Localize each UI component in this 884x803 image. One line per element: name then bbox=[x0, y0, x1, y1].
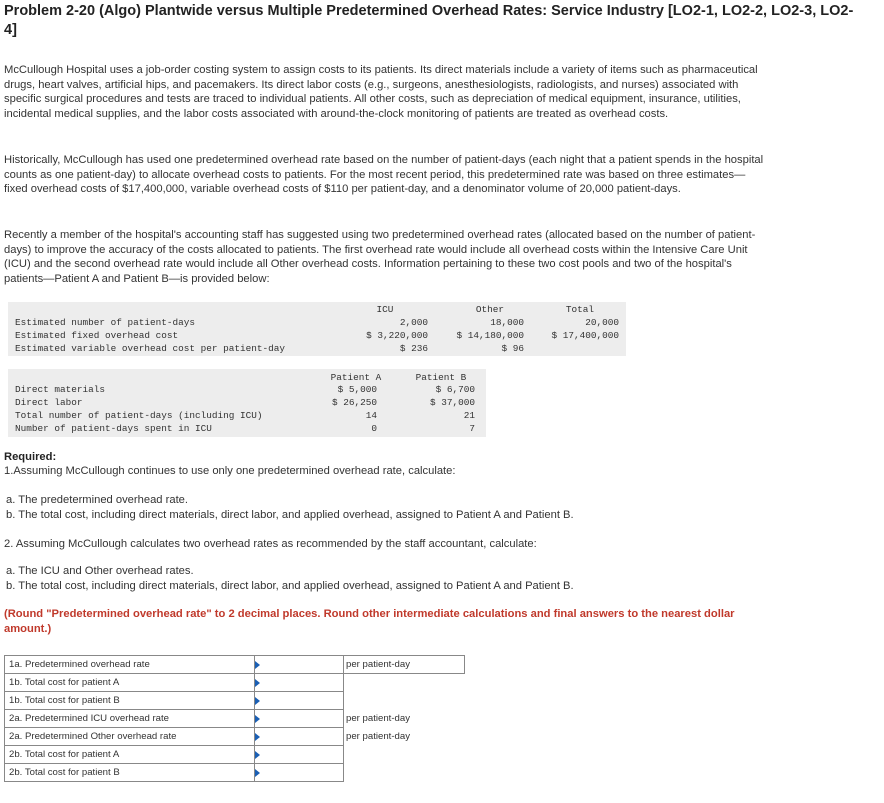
patient-a-direct-labor: $ 26,250 bbox=[331, 397, 377, 408]
recent-paragraph: Recently a member of the hospital's accounting staff has suggested using two predetermined overhead rates (allocated based on the number of patient-days) to improve the accuracy of the costs allocated to patients. The first overhead rate would include all overhead costs within the Intensive Care Unit (ICU) and the second overhead rate would include all Other overhead costs. Information pertaining to these two cost pools and two of the hospital's patients—Patient A and Patient B—is provided below: bbox=[4, 229, 756, 285]
patient-b-icu-days: 7 bbox=[469, 423, 475, 434]
icu-patient-days: 2,000 bbox=[399, 317, 428, 328]
answer-unit: per patient-day bbox=[346, 713, 410, 724]
answer-input-1b-patient-b[interactable] bbox=[255, 693, 343, 708]
col-header-other: Other bbox=[475, 304, 505, 315]
requirement-2: 2. Assuming McCullough calculates two overhead rates as recommended by the staff accountant, calculate: bbox=[4, 538, 537, 550]
col-header-total: Total bbox=[565, 304, 595, 315]
answer-cell bbox=[255, 746, 344, 764]
row-label-variable-overhead: Estimated variable overhead cost per patient-day bbox=[15, 343, 286, 354]
answer-input-2b-patient-b[interactable] bbox=[255, 765, 343, 780]
rounding-instructions: (Round "Predetermined overhead rate" to 2 decimal places. Round other intermediate calculations and final answers to the nearest dollar amount.) bbox=[4, 608, 735, 635]
answer-input-2a-icu-rate[interactable] bbox=[255, 711, 343, 726]
icu-variable-overhead: $ 236 bbox=[399, 343, 428, 354]
col-header-icu: ICU bbox=[376, 304, 394, 315]
answer-row bbox=[5, 674, 465, 692]
other-fixed-overhead: $ 14,180,000 bbox=[456, 330, 524, 341]
patient-b-total-days: 21 bbox=[463, 410, 475, 421]
answer-label: 2b. Total cost for patient A bbox=[5, 746, 255, 764]
other-variable-overhead: $ 96 bbox=[501, 343, 524, 354]
problem-title: Problem 2-20 (Algo) Plantwide versus Multiple Predetermined Overhead Rates: Service Industry [LO2-1, LO2-2, LO2-3, LO2-4] bbox=[4, 3, 854, 38]
intro-paragraph: McCullough Hospital uses a job-order costing system to assign costs to its patients. Its direct materials include a variety of items such as pharmaceutical drugs, heart valves, artificial hips, and pacemakers. Its direct labor costs (e.g., surgeons, anesthesiologists, radiologists, and nurses) associated with specific surgical procedures and tests are traced to individual patients. All other costs, such as depreciation of medical equipment, insurance, utilities, incidental medical supplies, and the labor costs associated with around-the-clock monitoring of patients are treated as overhead costs. bbox=[4, 64, 758, 120]
answer-cell bbox=[255, 692, 344, 710]
row-label-fixed-overhead: Estimated fixed overhead cost bbox=[15, 330, 179, 341]
history-paragraph: Historically, McCullough has used one predetermined overhead rate based on the number of patient-days (each night that a patient spends in the hospital counts as one patient-day) to allocate overhead costs to patients. For the most recent period, this predetermined rate was based on three estimates—fixed overhead costs of $17,400,000, variable overhead costs of $110 per patient-day, and a denominator volume of 20,000 patient-days. bbox=[4, 154, 764, 196]
answer-unit bbox=[344, 746, 465, 764]
patient-b-direct-materials: $ 6,700 bbox=[435, 384, 475, 395]
other-patient-days: 18,000 bbox=[490, 317, 524, 328]
answer-table bbox=[4, 655, 465, 782]
answer-label: 2b. Total cost for patient B bbox=[5, 764, 255, 782]
requirement-1b: b. The total cost, including direct materials, direct labor, and applied overhead, assigned to Patient A and Patient B. bbox=[6, 509, 574, 521]
answer-row bbox=[5, 764, 465, 782]
answer-cell bbox=[255, 674, 344, 692]
answer-label: 1b. Total cost for patient B bbox=[5, 692, 255, 710]
total-fixed-overhead: $ 17,400,000 bbox=[551, 330, 619, 341]
requirement-2a: a. The ICU and Other overhead rates. bbox=[6, 565, 194, 577]
answer-label: 1a. Predetermined overhead rate bbox=[5, 656, 255, 674]
answer-unit bbox=[344, 674, 465, 692]
required-heading: Required: bbox=[4, 451, 57, 463]
answer-row bbox=[5, 728, 465, 746]
row-label-patient-days: Estimated number of patient-days bbox=[15, 317, 196, 328]
icu-fixed-overhead: $ 3,220,000 bbox=[366, 330, 428, 341]
answer-input-1b-patient-a[interactable] bbox=[255, 675, 343, 690]
patient-a-total-days: 14 bbox=[365, 410, 377, 421]
row-label-icu-days: Number of patient-days spent in ICU bbox=[15, 423, 212, 434]
answer-row bbox=[5, 710, 465, 728]
col-header-patient-b: Patient B bbox=[415, 372, 467, 383]
row-label-direct-materials: Direct materials bbox=[15, 384, 106, 395]
row-label-total-patient-days: Total number of patient-days (including ICU) bbox=[15, 410, 263, 421]
answer-label: 1b. Total cost for patient A bbox=[5, 674, 255, 692]
answer-label: 2a. Predetermined Other overhead rate bbox=[5, 728, 255, 746]
answer-unit: per patient-day bbox=[344, 656, 465, 674]
answer-cell bbox=[255, 656, 344, 674]
answer-input-2a-other-rate[interactable] bbox=[255, 729, 343, 744]
answer-cell bbox=[255, 710, 344, 728]
answer-row bbox=[5, 746, 465, 764]
answer-input-1a-rate[interactable] bbox=[255, 657, 343, 672]
total-patient-days: 20,000 bbox=[585, 317, 619, 328]
answer-cell bbox=[255, 728, 344, 746]
answer-input-2b-patient-a[interactable] bbox=[255, 747, 343, 762]
answer-unit: per patient-day bbox=[346, 731, 410, 742]
patient-a-icu-days: 0 bbox=[371, 423, 377, 434]
patient-a-direct-materials: $ 5,000 bbox=[337, 384, 377, 395]
answer-unit bbox=[344, 764, 465, 782]
answer-unit bbox=[344, 692, 465, 710]
row-label-direct-labor: Direct labor bbox=[15, 397, 83, 408]
answer-row bbox=[5, 656, 465, 674]
answer-label: 2a. Predetermined ICU overhead rate bbox=[5, 710, 255, 728]
requirement-2b: b. The total cost, including direct materials, direct labor, and applied overhead, assigned to Patient A and Patient B. bbox=[6, 580, 574, 592]
requirement-1a: a. The predetermined overhead rate. bbox=[6, 494, 189, 506]
answer-row bbox=[5, 692, 465, 710]
answer-cell bbox=[255, 764, 344, 782]
patient-b-direct-labor: $ 37,000 bbox=[429, 397, 475, 408]
col-header-patient-a: Patient A bbox=[330, 372, 382, 383]
requirement-1: 1.Assuming McCullough continues to use only one predetermined overhead rate, calculate: bbox=[4, 465, 456, 477]
